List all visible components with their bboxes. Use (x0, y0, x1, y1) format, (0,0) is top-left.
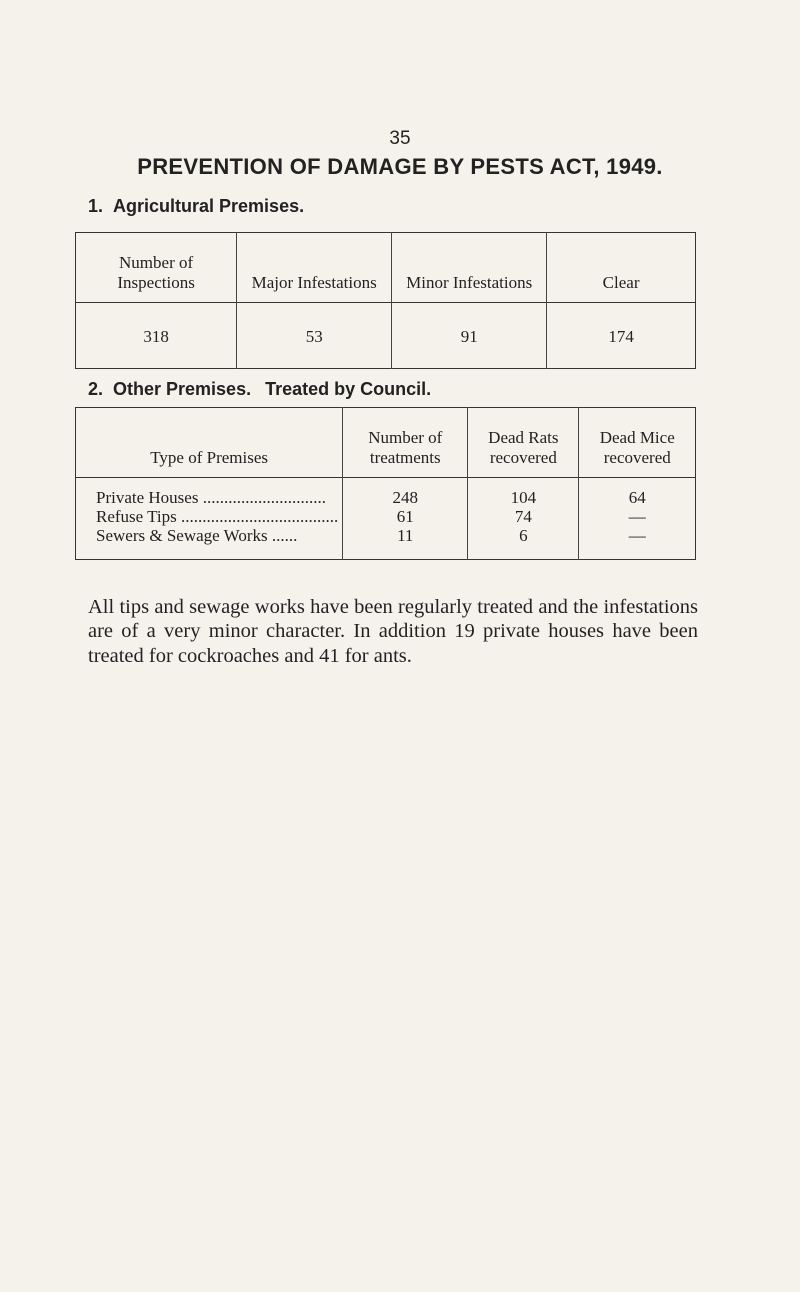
table-cell: Private Houses ............................. (76, 478, 343, 508)
table-cell: Sewers & Sewage Works ...... (76, 526, 343, 560)
column-header: Clear (547, 233, 696, 303)
table-cell: 91 (392, 303, 547, 369)
table-cell: Refuse Tips ..................................... (76, 507, 343, 526)
table-header-row (76, 233, 696, 303)
column-header: Number of treatments (343, 408, 468, 478)
table-cell: 61 (343, 507, 468, 526)
table-cell: 6 (468, 526, 579, 560)
table-row (76, 478, 696, 508)
column-header: Dead Mice recovered (579, 408, 696, 478)
section-2-heading (88, 379, 431, 400)
table-cell: 318 (76, 303, 237, 369)
column-header: Dead Rats recovered (468, 408, 579, 478)
table-row (76, 303, 696, 369)
summary-paragraph: All tips and sewage works have been regularly treated and the infestations are of a very minor character. In addition 19 private houses have been treated for cockroaches and 41 for ants. (88, 595, 698, 667)
table-cell: 174 (547, 303, 696, 369)
table-row (76, 507, 696, 526)
table-row (76, 526, 696, 560)
other-premises-table (75, 407, 696, 560)
table-cell: 74 (468, 507, 579, 526)
page-title: PREVENTION OF DAMAGE BY PESTS ACT, 1949. (137, 154, 663, 179)
section-1-heading (88, 196, 304, 217)
table-cell: 104 (468, 478, 579, 508)
section-2-subtitle: Treated by Council. (265, 379, 432, 399)
table-header-row (76, 408, 696, 478)
table-cell: — (579, 507, 696, 526)
page-number: 35 (389, 128, 411, 149)
table-cell: 64 (579, 478, 696, 508)
table-cell: 53 (237, 303, 392, 369)
table-cell: 11 (343, 526, 468, 560)
section-1-title: Agricultural Premises. (113, 196, 305, 216)
table-cell: — (579, 526, 696, 560)
column-header: Minor Infestations (392, 233, 547, 303)
column-header: Number of Inspections (76, 233, 237, 303)
section-2-title: Other Premises. (113, 379, 252, 399)
section-1-number: 1. (88, 196, 104, 216)
column-header: Type of Premises (76, 408, 343, 478)
column-header: Major Infestations (237, 233, 392, 303)
table-cell: 248 (343, 478, 468, 508)
agricultural-premises-table (75, 232, 696, 369)
section-2-number: 2. (88, 379, 104, 399)
